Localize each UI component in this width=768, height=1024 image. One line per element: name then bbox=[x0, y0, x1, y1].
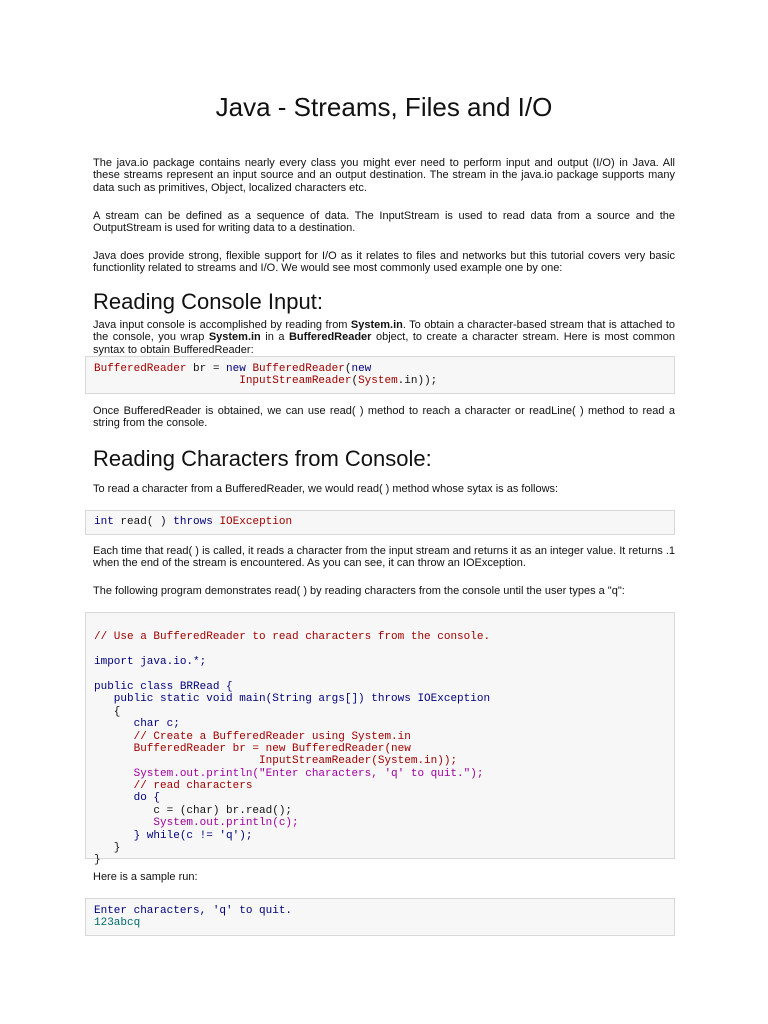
code-line: // Create a BufferedReader using System.in bbox=[94, 730, 411, 743]
section-heading-reading-characters: Reading Characters from Console: bbox=[93, 446, 432, 471]
read-description-paragraph: Each time that read( ) is called, it reads a character from the input stream and returns it as an integer value. It returns .1 when the end of the stream is encountered. As you can see, it can throw an IOException. bbox=[93, 545, 675, 570]
code-line: InputStreamReader(System.in)); bbox=[94, 755, 458, 768]
output-line: 123abcq bbox=[94, 917, 141, 930]
sample-run-paragraph: Here is a sample run: bbox=[93, 871, 198, 883]
code-line: c = (char) br.read(); bbox=[94, 804, 293, 817]
console-input-paragraph: Java input console is accomplished by reading from System.in. To obtain a character-based stream that is attached to the console, you wrap System.in in a BufferedReader object, to create a character stream. Here is most common syntax to obtain BufferedReader: bbox=[93, 319, 676, 356]
code-line: import java.io.*; bbox=[94, 656, 207, 669]
code-block-bufferedreader: BufferedReader br = new BufferedReader(new InputStreamReader(System.in)); bbox=[85, 356, 675, 394]
code-block-brread-program bbox=[85, 612, 675, 867]
code-line: System.out.println("Enter characters, 'q' to quit."); bbox=[94, 767, 484, 780]
output-line: Enter characters, 'q' to quit. bbox=[94, 905, 293, 917]
code-line: System.out.println(c); bbox=[94, 817, 299, 830]
code-line: public static void main(String args[]) throws IOException bbox=[94, 693, 491, 706]
intro-paragraph-1: The java.io package contains nearly every class you might ever need to perform input and output (I/O) in Java. All these streams represent an input source and an output destination. The stream in the java.io package supports many data such as primitives, Object, localized characters etc. bbox=[93, 157, 675, 194]
intro-paragraph-3: Java does provide strong, flexible support for I/O as it relates to files and networks but this tutorial covers very basic functionlity related to streams and I/O. We would see most commonly used example one by one: bbox=[93, 250, 675, 275]
code-block-sample-output bbox=[85, 898, 675, 936]
code-line: char c; bbox=[94, 718, 180, 731]
code-line: // read characters bbox=[94, 780, 253, 793]
intro-paragraph-2: A stream can be defined as a sequence of data. The InputStream is used to read data from a source and the OutputStream is used for writing data to a destination. bbox=[93, 210, 675, 235]
code-line: do { bbox=[94, 792, 161, 805]
code-block-read-signature: int read( ) throws IOException bbox=[85, 510, 675, 535]
read-method-paragraph: To read a character from a BufferedReader, we would read( ) method whose sytax is as follows: bbox=[93, 483, 559, 495]
page-title: Java - Streams, Files and I/O bbox=[215, 92, 553, 122]
code-line: } while(c != 'q'); bbox=[94, 829, 253, 842]
program-intro-paragraph: The following program demonstrates read( ) by reading characters from the console until the user types a "q": bbox=[93, 585, 625, 597]
code-line: public class BRRead { bbox=[94, 680, 233, 693]
code-line: BufferedReader br = new BufferedReader(new bbox=[94, 742, 411, 755]
bufferedreader-paragraph: Once BufferedReader is obtained, we can use read( ) method to reach a character or readLine( ) method to read a string from the console. bbox=[93, 405, 675, 430]
code-line bbox=[94, 644, 666, 656]
code-line: } bbox=[94, 842, 121, 855]
code-line: } bbox=[94, 854, 101, 867]
code-line bbox=[94, 669, 666, 681]
code-line: // Use a BufferedReader to read characters from the console. bbox=[94, 631, 491, 644]
code-line: { bbox=[94, 705, 121, 718]
section-heading-console-input: Reading Console Input: bbox=[93, 289, 323, 314]
